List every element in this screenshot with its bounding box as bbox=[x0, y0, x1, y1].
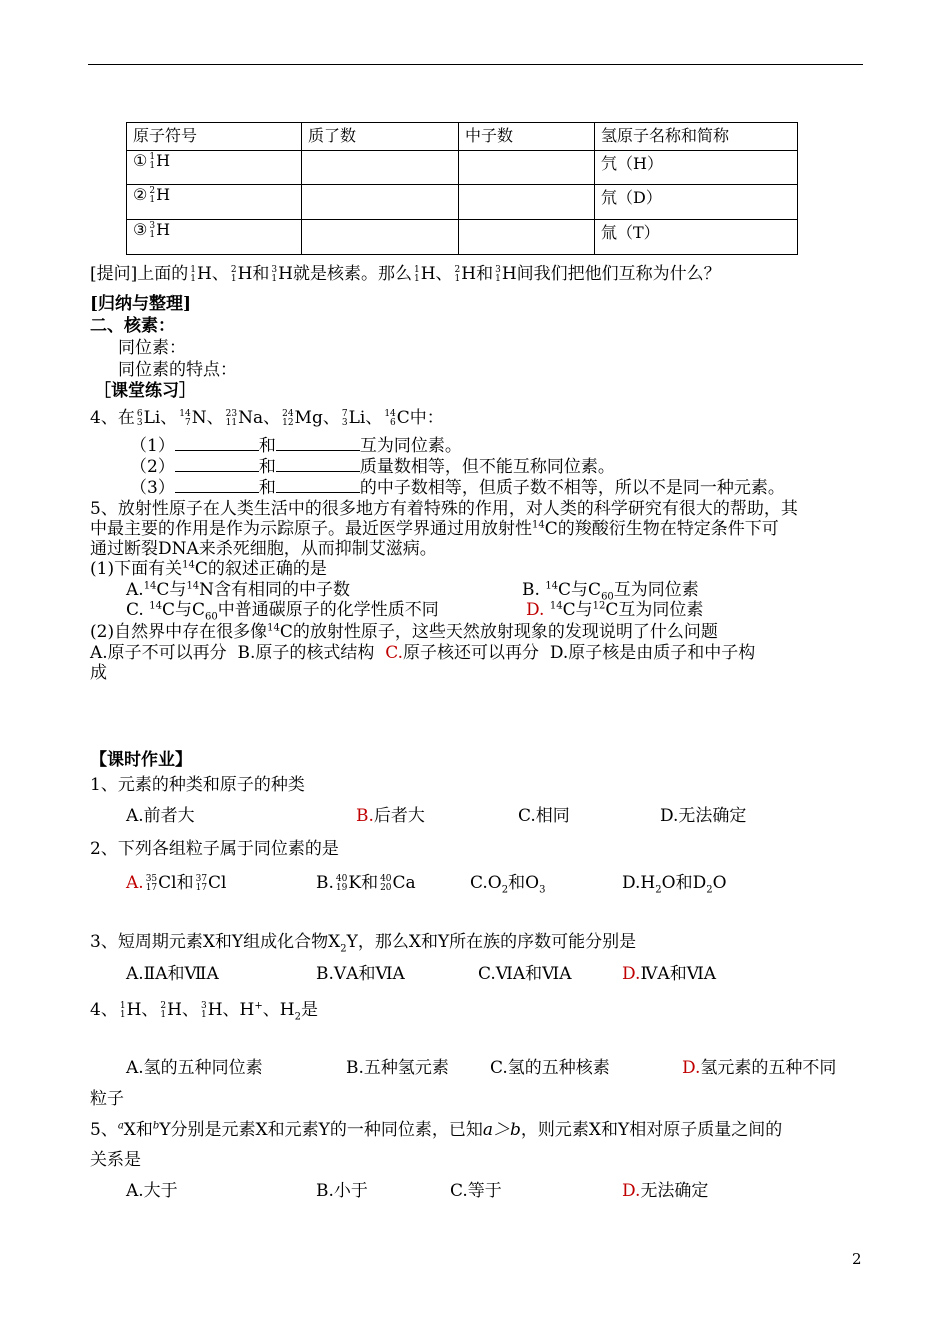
option-a[interactable]: A.$^{14}$C与$^{14}$N含有相同的中子数 bbox=[126, 580, 351, 600]
hw3-option-a[interactable]: A.ⅡA和ⅦA bbox=[126, 964, 219, 984]
q4-item: （2） 和 质量数相等，但不能互称同位素。 bbox=[130, 457, 615, 477]
hw1-question: 1、元素的种类和原子的种类 bbox=[90, 775, 305, 795]
answer-blank[interactable] bbox=[175, 456, 259, 472]
hw2-question: 2、下列各组粒子属于同位素的是 bbox=[90, 839, 339, 859]
hw1-option-d[interactable]: D.无法确定 bbox=[660, 806, 747, 826]
header-cell: 原子符号 bbox=[127, 123, 302, 151]
table-row bbox=[127, 185, 798, 220]
hw2-option-d[interactable]: $D.H_2O$和$D_2O$ bbox=[622, 873, 727, 896]
hw4-option-d[interactable]: D.氢元素的五种不同 bbox=[682, 1058, 837, 1078]
option-d[interactable]: D. $^{14}$C与$^{12}$C互为同位素 bbox=[526, 600, 704, 620]
hw2-option-b[interactable]: B. 40 19 K和 40 20 Ca bbox=[316, 873, 416, 893]
header-cell: 中子数 bbox=[459, 123, 595, 151]
hw3-option-b[interactable]: B.ⅤA和ⅥA bbox=[316, 964, 405, 984]
hw3-option-c[interactable]: C.ⅥA和ⅥA bbox=[478, 964, 572, 984]
hw5-question-wrap: 关系是 bbox=[90, 1150, 141, 1170]
isotope-line: 同位素： bbox=[118, 338, 186, 358]
summary-heading: [归纳与整理] bbox=[90, 294, 192, 314]
practice-heading: ［课堂练习］ bbox=[94, 381, 196, 401]
hw1-option-b[interactable]: B.后者大 bbox=[356, 806, 425, 826]
symbol-cell: ③ 3 1 H bbox=[127, 220, 302, 255]
q5-sub2: (2)自然界中存在很多像$^{14}$C的放射性原子，这些天然放射现象的发现说明了什么问题 bbox=[90, 622, 718, 642]
hw4-option-c[interactable]: C.氢的五种核素 bbox=[490, 1058, 610, 1078]
option-c[interactable]: C. $^{14}$C与$C_{60}$中普通碳原子的化学性质不同 bbox=[126, 600, 439, 623]
isotope-features-line: 同位素的特点： bbox=[118, 360, 237, 380]
option-b[interactable]: B. $^{14}$C与$C_{60}$互为同位素 bbox=[522, 580, 699, 603]
hw3-option-d[interactable]: D.ⅣA和ⅥA bbox=[622, 964, 717, 984]
q5-sub2-options: A.原子不可以再分 B.原子的核式结构 C.原子核还可以再分 D.原子核是由质子和中子构 bbox=[90, 643, 756, 663]
hw4-option-a[interactable]: A.氢的五种同位素 bbox=[126, 1058, 263, 1078]
answer-blank[interactable] bbox=[276, 435, 360, 451]
header-cell: 质了数 bbox=[302, 123, 459, 151]
hw5-question: 5、$^a$X和$^b$Y分别是元素X和元素Y的一种同位素，已知a＞b，则元素X和Y相对原子质量之间的 bbox=[90, 1120, 783, 1140]
hw3-question: 3、短周期元素X和Y组成化合物$X_2Y$，那么X和Y所在族的序数可能分别是 bbox=[90, 932, 637, 955]
hw1-option-c[interactable]: C.相同 bbox=[518, 806, 570, 826]
q5-sub2-wrap: 成 bbox=[90, 663, 107, 683]
hw4-option-b[interactable]: B.五种氢元素 bbox=[346, 1058, 449, 1078]
table-row bbox=[127, 220, 798, 255]
table-row bbox=[127, 151, 798, 185]
name-cell: 氚（T） bbox=[595, 220, 798, 255]
header-rule bbox=[88, 64, 863, 65]
header-cell: 氢原子名称和简称 bbox=[595, 123, 798, 151]
symbol-cell: ② 2 1 H bbox=[127, 185, 302, 220]
answer-blank[interactable] bbox=[175, 435, 259, 451]
hw4-option-d-wrap: 粒子 bbox=[90, 1089, 124, 1109]
q5-line: 通过断裂DNA来杀死细胞，从而抑制艾滋病。 bbox=[90, 539, 437, 559]
q5-line: 中最主要的作用是作为示踪原子。最近医学界通过用放射性$^{14}$C的羧酸衍生物在特定条件下可 bbox=[90, 519, 779, 539]
page-number: 2 bbox=[852, 1250, 862, 1268]
hw2-option-a[interactable]: A. 35 17 Cl和 37 17 Cl bbox=[126, 873, 227, 893]
hw2-option-c[interactable]: $C.O_2$和$O_3$ bbox=[470, 873, 546, 896]
question-line: [提问]上面的 1 1 H、 2 1 H和 3 1 H就是核素。那么 1 1 H、 2 1 H和 3 1 H间我们把他们互称为什么？ bbox=[90, 264, 721, 284]
answer-blank[interactable] bbox=[276, 456, 360, 472]
nuclide-table bbox=[126, 122, 798, 255]
hw5-option-d[interactable]: D.无法确定 bbox=[622, 1181, 709, 1201]
hw5-option-a[interactable]: A.大于 bbox=[126, 1181, 178, 1201]
q5-sub1: (1)下面有关$^{14}$C的叙述正确的是 bbox=[90, 559, 327, 579]
hw5-option-c[interactable]: C.等于 bbox=[450, 1181, 502, 1201]
hw1-option-a[interactable]: A.前者大 bbox=[126, 806, 195, 826]
name-cell: 氘（D） bbox=[595, 185, 798, 220]
q4-item: （3） 和 的中子数相等，但质子数不相等，所以不是同一种元素。 bbox=[130, 478, 785, 498]
section-heading: 二、核素： bbox=[90, 316, 175, 336]
answer-blank[interactable] bbox=[175, 477, 259, 493]
name-cell: 氕（H） bbox=[595, 151, 798, 185]
answer-blank[interactable] bbox=[276, 477, 360, 493]
hw4-question: 4、 1 1 H、 2 1 H、 3 1 H、H+、$H_2$是 bbox=[90, 1000, 318, 1023]
symbol-cell: ① 1 1 H bbox=[127, 151, 302, 185]
q4-item: （1） 和 互为同位素。 bbox=[130, 436, 462, 456]
homework-heading: 【课时作业】 bbox=[90, 750, 192, 770]
q4-stem: 4、在 6 3 Li、 14 7 N、 23 11 Na、 24 12 Mg、 7 3 Li、 14 6 C中： bbox=[90, 408, 444, 428]
table-header-row bbox=[127, 123, 798, 151]
hw5-option-b[interactable]: B.小于 bbox=[316, 1181, 368, 1201]
q5-line: 5、放射性原子在人类生活中的很多地方有着特殊的作用，对人类的科学研究有很大的帮助，其 bbox=[90, 499, 798, 519]
